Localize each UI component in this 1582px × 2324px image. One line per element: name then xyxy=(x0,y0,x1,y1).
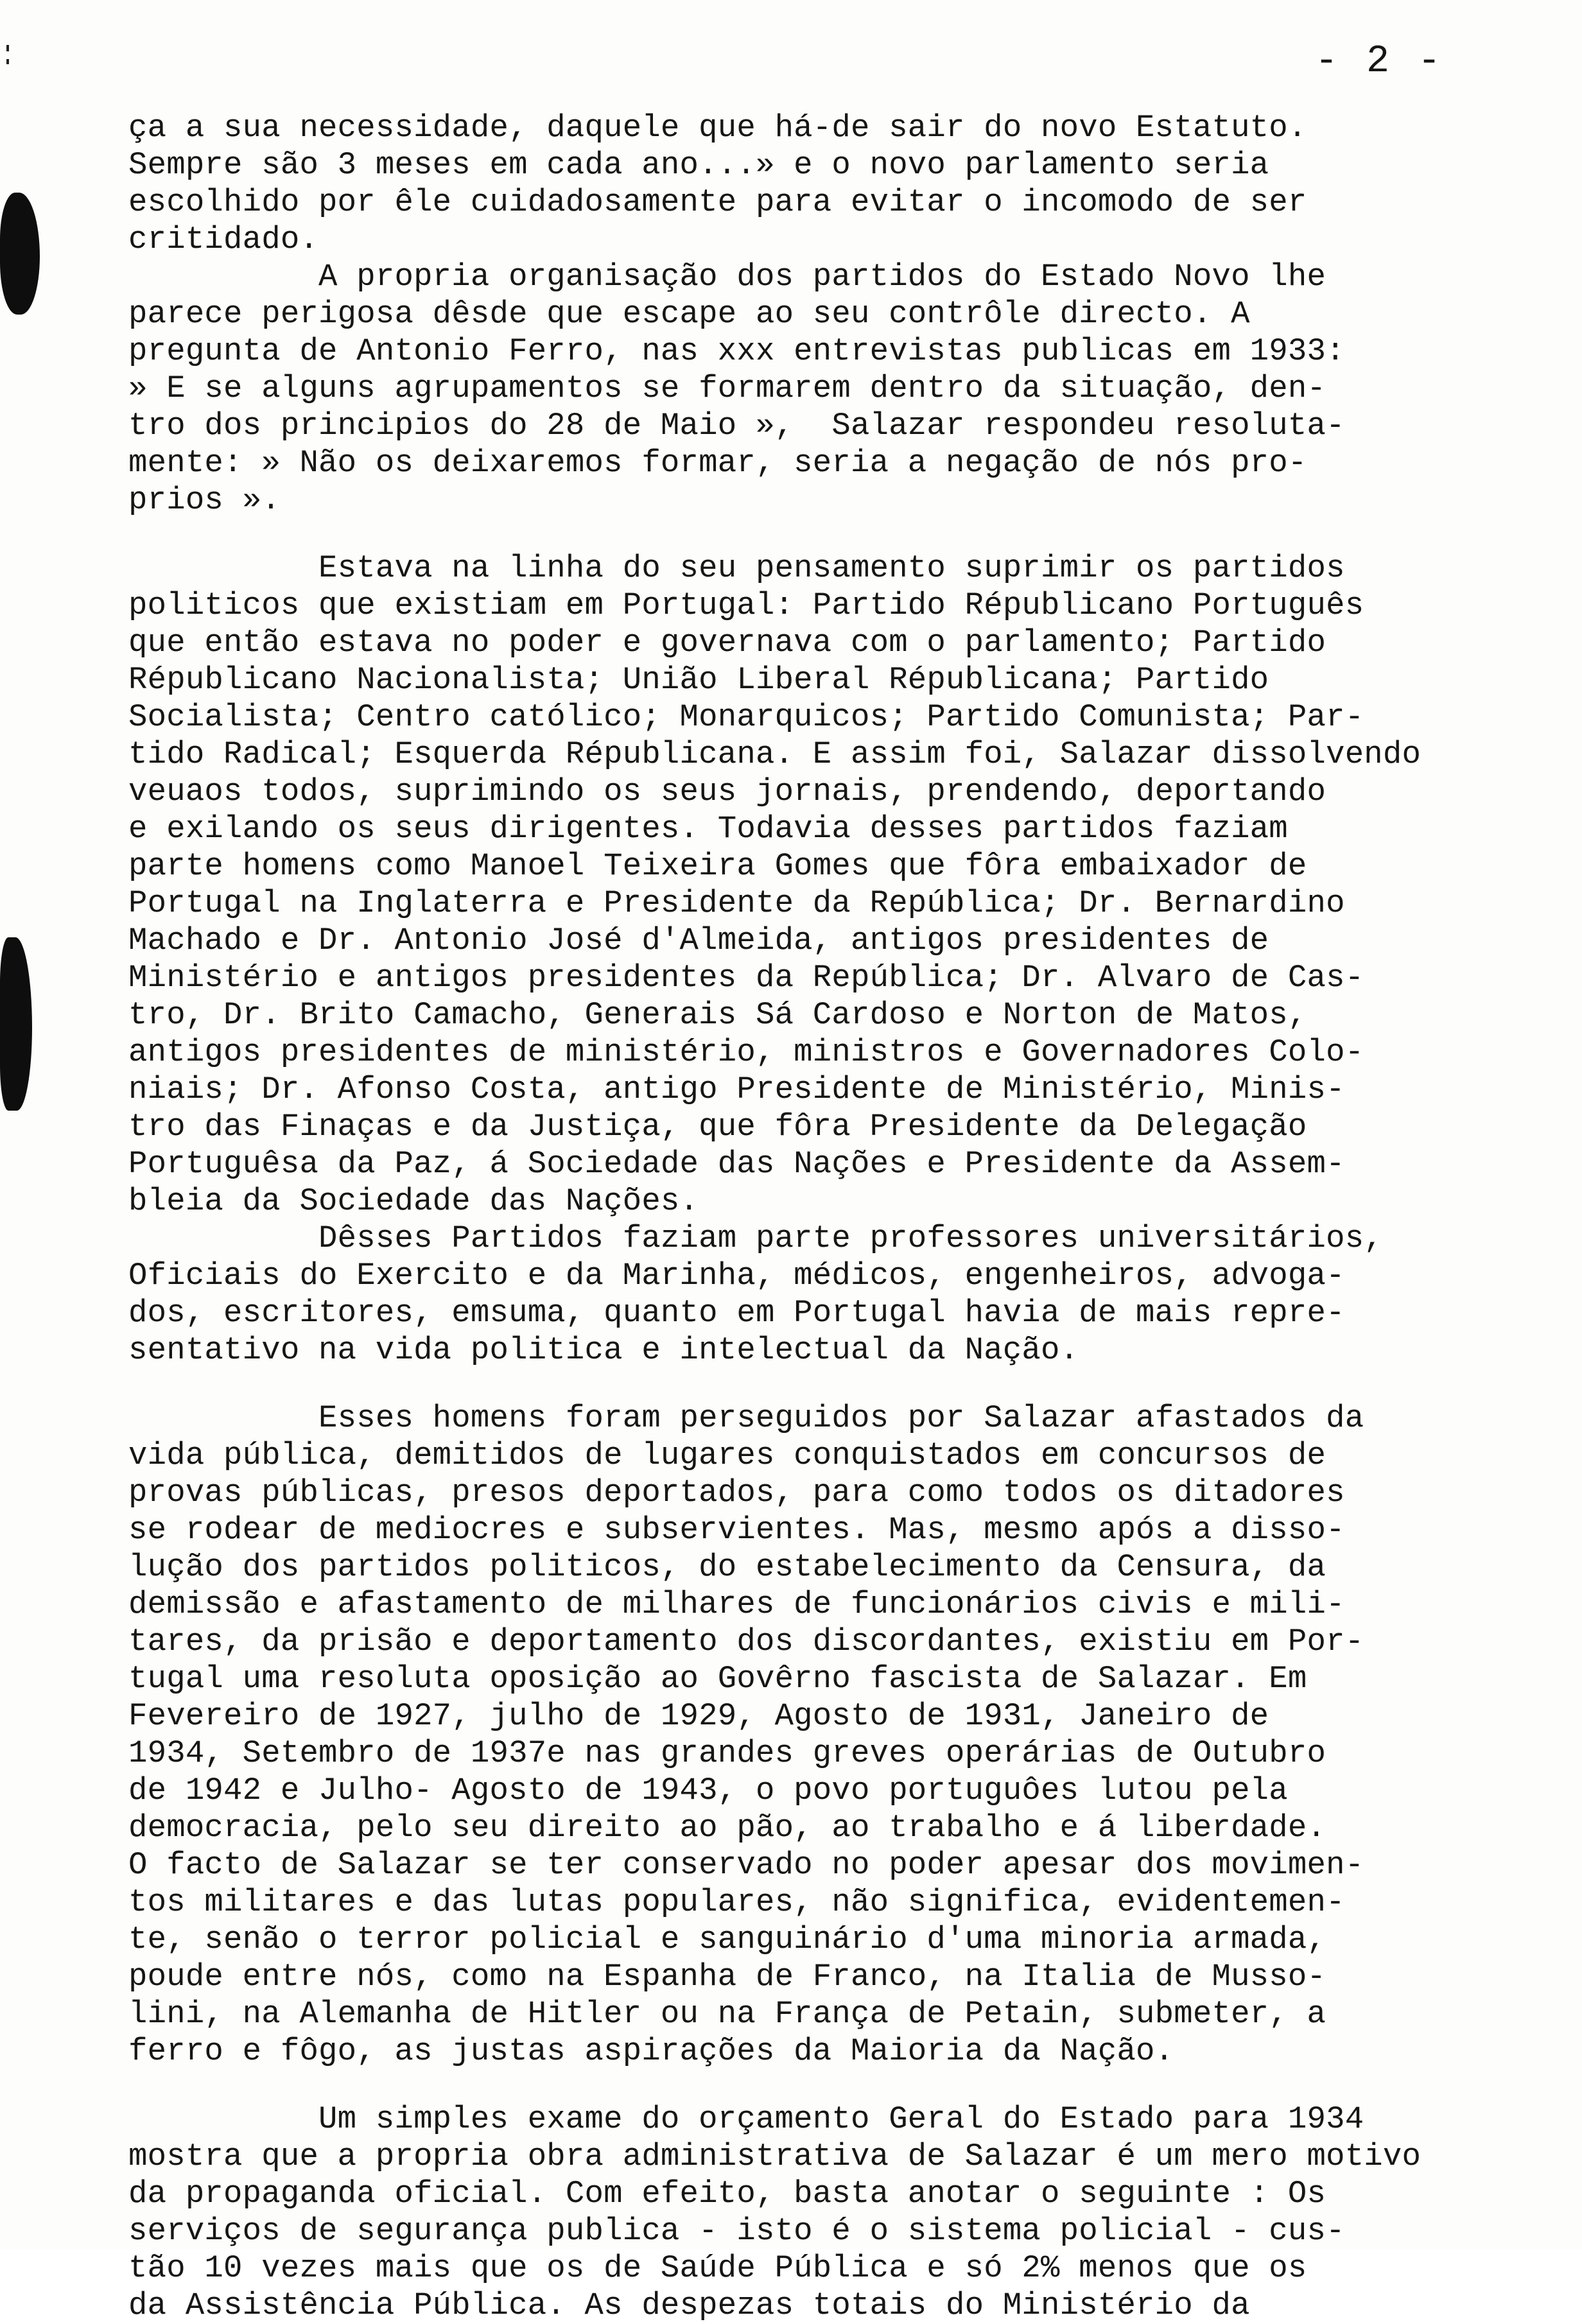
text-line: Oficiais do Exercito e da Marinha, médicos, engenheiros, advoga- xyxy=(128,1258,1345,1294)
text-line: prios ». xyxy=(128,482,281,518)
text-line: Estava na linha do seu pensamento suprimir os partidos xyxy=(128,550,1345,586)
text-line: escolhido por êle cuidadosamente para evitar o incomodo de ser xyxy=(128,184,1307,220)
text-line: pregunta de Antonio Ferro, nas xxx entrevistas publicas em 1933: xyxy=(128,333,1345,369)
text-line: da Assistência Pública. As despezas totais do Ministério da xyxy=(128,2287,1250,2323)
text-line: parece perigosa dêsde que escape ao seu contrôle directo. A xyxy=(128,296,1250,332)
text-line: te, senão o terror policial e sanguinário d'uma minoria armada, xyxy=(128,1921,1326,1957)
text-line: tos militares e das lutas populares, não significa, evidentemen- xyxy=(128,1884,1345,1920)
text-line: Sempre são 3 meses em cada ano...» e o novo parlamento seria xyxy=(128,147,1269,183)
body-text xyxy=(128,109,1502,2324)
text-line: vida pública, demitidos de lugares conquistados em concursos de xyxy=(128,1437,1326,1473)
text-line: demissão e afastamento de milhares de funcionários civis e mili- xyxy=(128,1586,1345,1622)
paragraph-6 xyxy=(128,2101,1502,2324)
text-line: mente: » Não os deixaremos formar, seria a negação de nós pro- xyxy=(128,445,1307,481)
text-line: Machado e Dr. Antonio José d'Almeida, antigos presidentes de xyxy=(128,923,1269,958)
text-line: de 1942 e Julho- Agosto de 1943, o povo portuguôes lutou pela xyxy=(128,1773,1288,1808)
text-line: tugal uma resoluta oposição ao Govêrno fascista de Salazar. Em xyxy=(128,1661,1307,1697)
text-line: tares, da prisão e deportamento dos discordantes, existiu em Por- xyxy=(128,1624,1364,1660)
text-line: sentativo na vida politica e intelectual da Nação. xyxy=(128,1332,1079,1368)
paragraph-1 xyxy=(128,109,1502,258)
text-line: Républicano Nacionalista; União Liberal Républicana; Partido xyxy=(128,662,1269,698)
text-line: Portuguêsa da Paz, á Sociedade das Nações e Presidente da Assem- xyxy=(128,1146,1345,1182)
text-line: politicos que existiam em Portugal: Partido Républicano Português xyxy=(128,587,1364,623)
text-line: e exilando os seus dirigentes. Todavia desses partidos faziam xyxy=(128,811,1288,847)
text-line: provas públicas, presos deportados, para como todos os ditadores xyxy=(128,1475,1345,1511)
text-line: dos, escritores, emsuma, quanto em Portugal havia de mais repre- xyxy=(128,1295,1345,1331)
text-line: critidado. xyxy=(128,221,319,257)
text-line: serviços de segurança publica - isto é o sistema policial - cus- xyxy=(128,2213,1345,2249)
text-line: veuaos todos, suprimindo os seus jornais, prendendo, deportando xyxy=(128,774,1326,810)
text-line: ferro e fôgo, as justas aspirações da Maioria da Nação. xyxy=(128,2033,1174,2069)
text-line: da propaganda oficial. Com efeito, basta anotar o seguinte : Os xyxy=(128,2176,1326,2212)
text-line: Socialista; Centro católico; Monarquicos; Partido Comunista; Par- xyxy=(128,699,1364,735)
text-line: Esses homens foram perseguidos por Salazar afastados da xyxy=(128,1400,1364,1436)
text-line: Ministério e antigos presidentes da República; Dr. Alvaro de Cas- xyxy=(128,960,1364,996)
paragraph-3 xyxy=(128,550,1502,1220)
paragraph-gap xyxy=(128,1369,1502,1400)
text-line: tão 10 vezes mais que os de Saúde Pública e só 2% menos que os xyxy=(128,2250,1307,2286)
text-line: Fevereiro de 1927, julho de 1929, Agosto de 1931, Janeiro de xyxy=(128,1698,1269,1734)
text-line: poude entre nós, como na Espanha de Franco, na Italia de Musso- xyxy=(128,1959,1326,1995)
text-line: tro das Finaças e da Justiça, que fôra Presidente da Delegação xyxy=(128,1109,1307,1145)
text-line: 1934, Setembro de 1937e nas grandes greves operárias de Outubro xyxy=(128,1735,1326,1771)
text-line: tido Radical; Esquerda Républicana. E assim foi, Salazar dissolvendo xyxy=(128,736,1421,772)
text-line: lini, na Alemanha de Hitler ou na França de Petain, submeter, a xyxy=(128,1996,1326,2032)
paragraph-5 xyxy=(128,1400,1502,2070)
text-line: que então estava no poder e governava com o parlamento; Partido xyxy=(128,625,1326,661)
text-line: tro dos principios do 28 de Maio », Salazar respondeu resoluta- xyxy=(128,408,1345,444)
binder-hole-top xyxy=(0,193,40,315)
paragraph-gap xyxy=(128,2070,1502,2101)
text-line: A propria organisação dos partidos do Estado Novo lhe xyxy=(128,259,1326,295)
text-line: Dêsses Partidos faziam parte professores universitários, xyxy=(128,1220,1383,1256)
text-line: antigos presidentes de ministério, ministros e Governadores Colo- xyxy=(128,1034,1364,1070)
paragraph-gap xyxy=(128,519,1502,550)
binder-hole-middle xyxy=(0,937,32,1111)
page-number: - 2 - xyxy=(1315,40,1444,83)
text-line: niais; Dr. Afonso Costa, antigo Presidente de Ministério, Minis- xyxy=(128,1071,1345,1107)
text-line: parte homens como Manoel Teixeira Gomes que fôra embaixador de xyxy=(128,848,1307,884)
paragraph-4 xyxy=(128,1220,1502,1369)
paragraph-2 xyxy=(128,258,1502,519)
text-line: ça a sua necessidade, daquele que há-de sair do novo Estatuto. xyxy=(128,110,1307,146)
text-line: se rodear de mediocres e subservientes. Mas, mesmo após a disso- xyxy=(128,1512,1345,1548)
text-line: lução dos partidos politicos, do estabelecimento da Censura, da xyxy=(128,1549,1326,1585)
text-line: » E se alguns agrupamentos se formarem dentro da situação, den- xyxy=(128,370,1326,406)
text-line: tro, Dr. Brito Camacho, Generais Sá Cardoso e Norton de Matos, xyxy=(128,997,1307,1033)
text-line: O facto de Salazar se ter conservado no poder apesar dos movimen- xyxy=(128,1847,1364,1883)
text-line: Portugal na Inglaterra e Presidente da República; Dr. Bernardino xyxy=(128,885,1345,921)
text-line: Um simples exame do orçamento Geral do Estado para 1934 xyxy=(128,2101,1364,2137)
scan-mark xyxy=(6,59,9,64)
text-line: democracia, pelo seu direito ao pão, ao trabalho e á liberdade. xyxy=(128,1810,1326,1846)
scan-mark xyxy=(6,45,9,51)
text-line: mostra que a propria obra administrativa de Salazar é um mero motivo xyxy=(128,2138,1421,2174)
text-line: bleia da Sociedade das Nações. xyxy=(128,1183,699,1219)
